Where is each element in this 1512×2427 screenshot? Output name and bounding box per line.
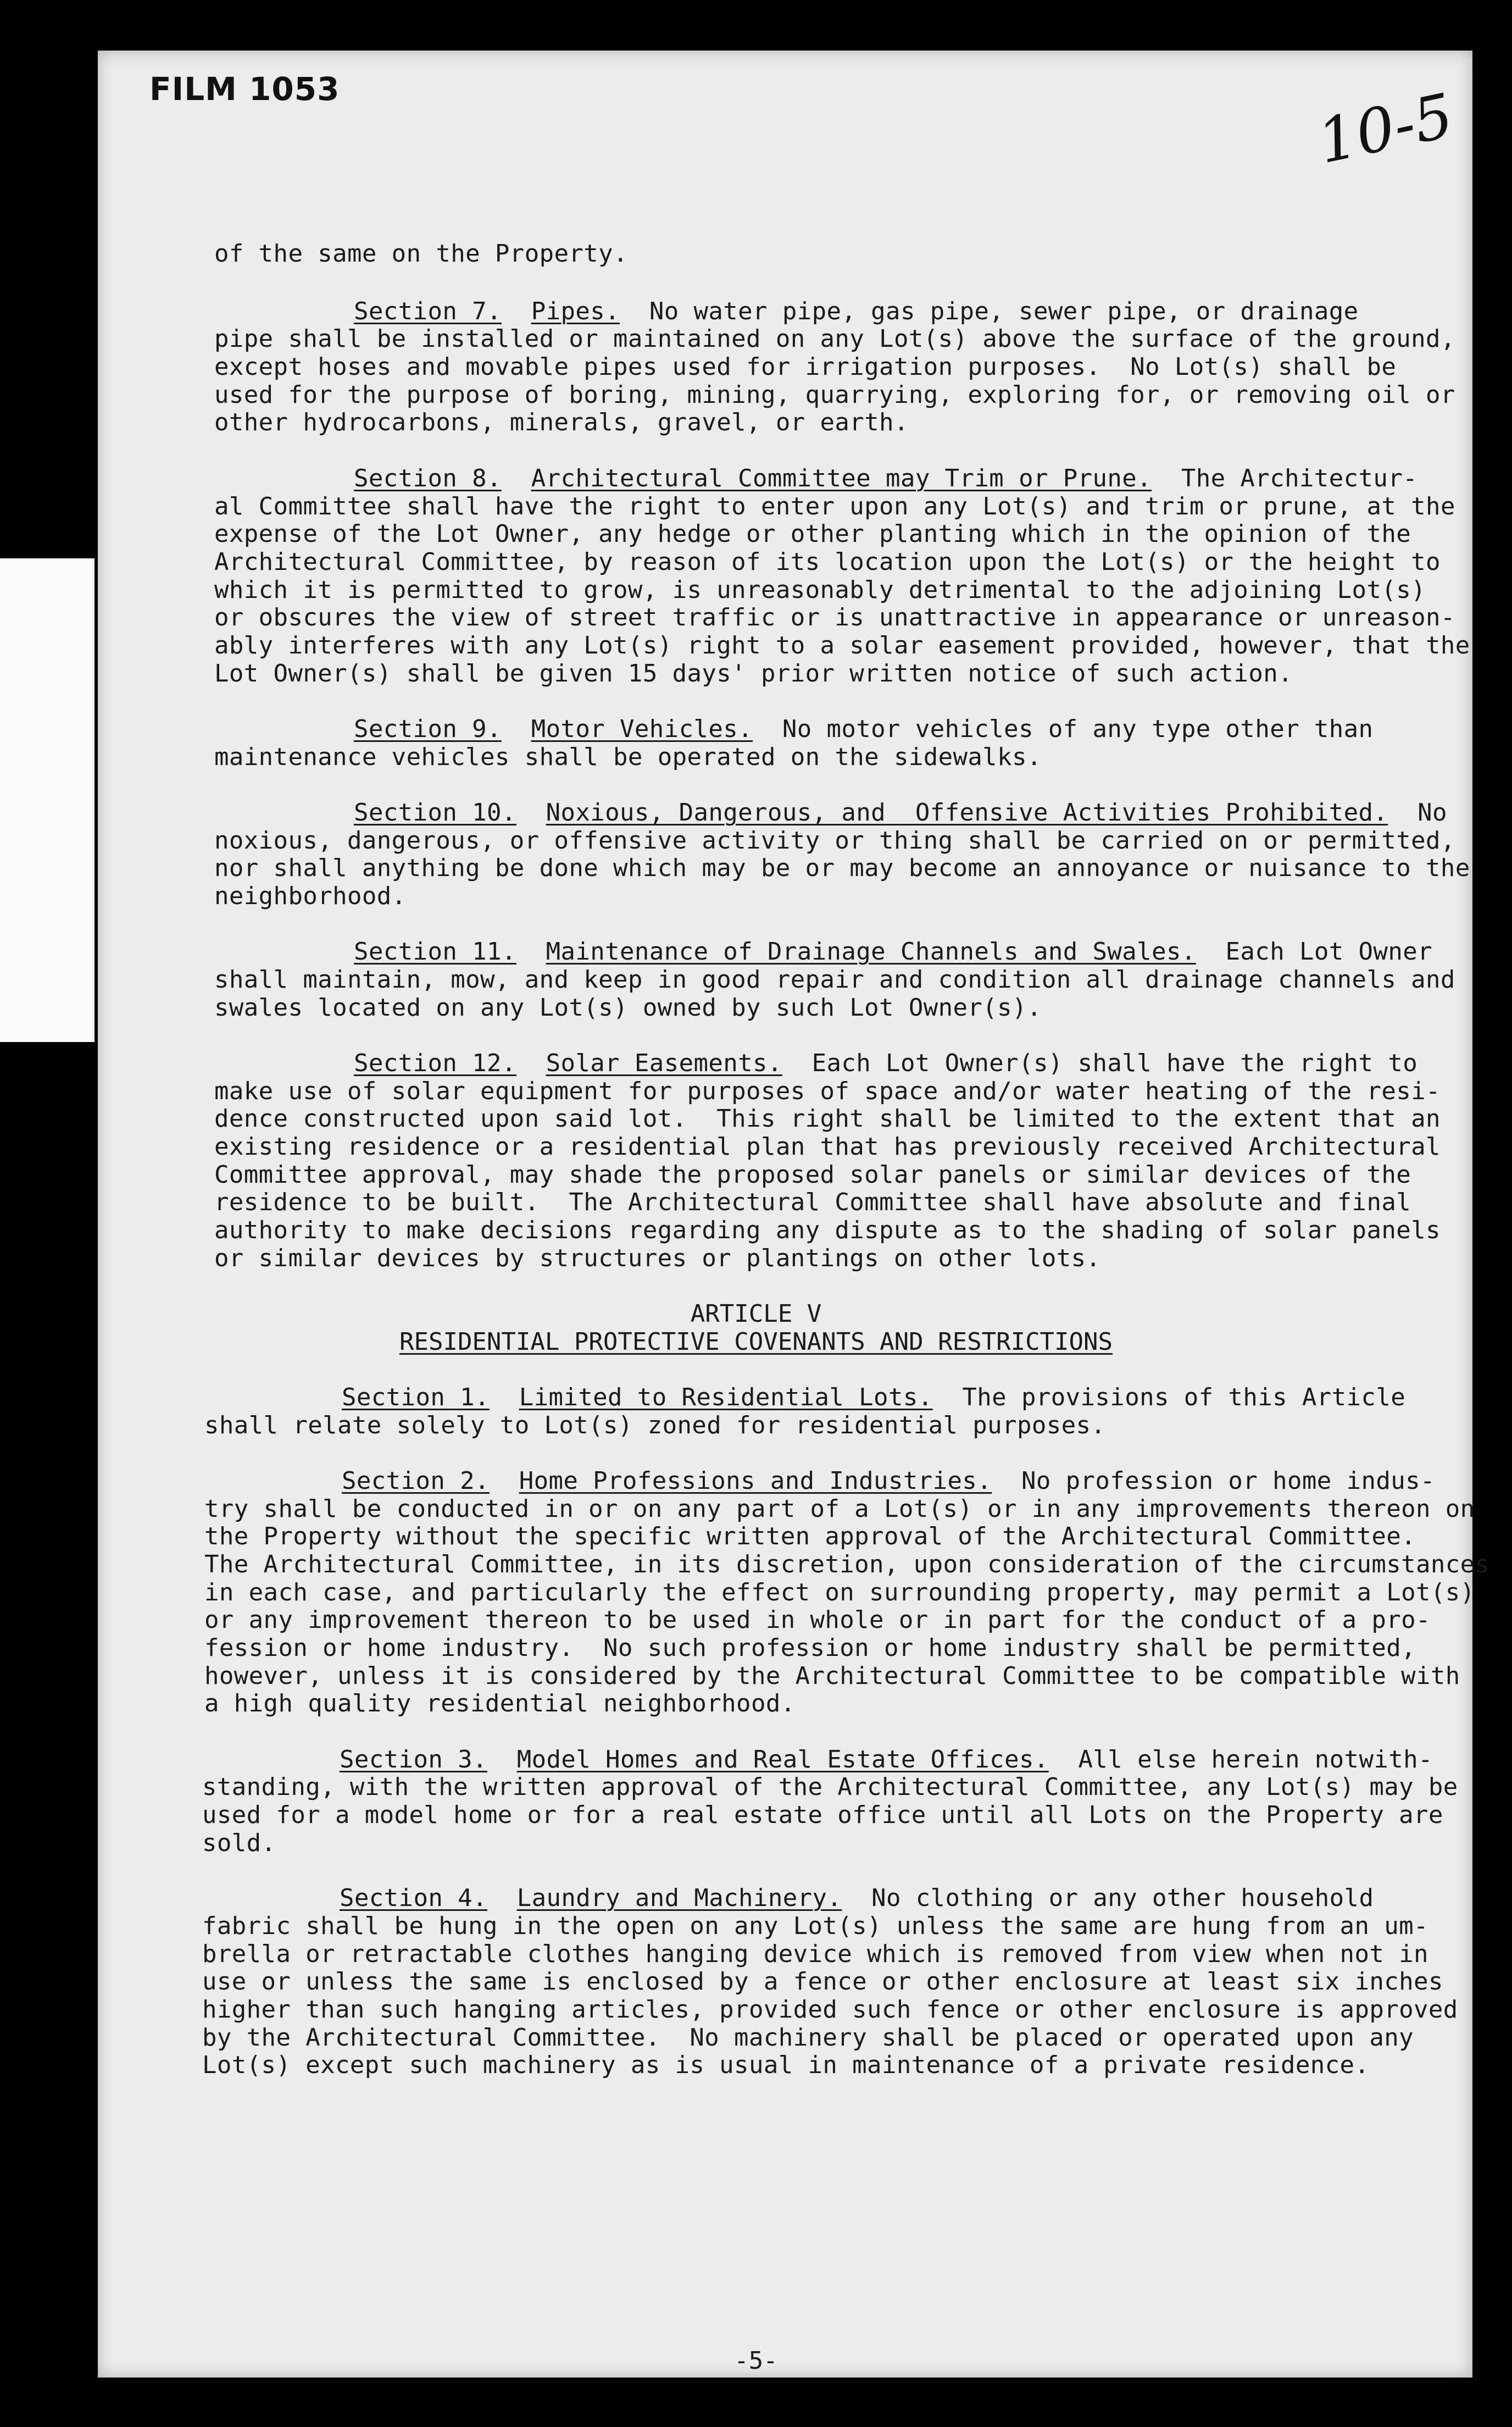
section-text: The provisions of this Article (962, 1383, 1406, 1411)
text-line: existing residence or a residential plan that has previously received Architectural (214, 1133, 1441, 1161)
text-line: fabric shall be hung in the open on any Lot(s) unless the same are hung from an um- (202, 1912, 1428, 1940)
text-line: except hoses and movable pipes used for irrigation purposes. No Lot(s) shall be (214, 353, 1397, 381)
section-7-heading-line (354, 297, 1359, 325)
film-label: FILM 1053 (149, 70, 340, 108)
section-number: Section 1. (342, 1383, 490, 1411)
text-line: however, unless it is considered by the Architectural Committee to be compatible with (204, 1662, 1460, 1690)
section-title: Maintenance of Drainage Channels and Swales. (546, 938, 1196, 966)
text-line: sold. (202, 1829, 276, 1857)
text-line: noxious, dangerous, or offensive activity or thing shall be carried on or permitted, (214, 827, 1455, 855)
text-line: shall maintain, mow, and keep in good repair and condition all drainage channels and (214, 966, 1455, 994)
section-8-heading-line (354, 464, 1418, 492)
text-line: the Property without the specific written approval of the Architectural Committee. (204, 1522, 1416, 1550)
article-section-1-heading-line (342, 1383, 1406, 1411)
section-text: No profession or home indus- (1021, 1467, 1435, 1495)
section-text: All else herein notwith- (1078, 1746, 1433, 1774)
section-title: Home Professions and Industries. (519, 1467, 992, 1495)
text-line: which it is permitted to grow, is unreasonably detrimental to the adjoining Lot(s) (214, 576, 1426, 604)
text-line: or similar devices by structures or plantings on other lots. (214, 1244, 1101, 1272)
section-number: Section 12. (354, 1049, 516, 1077)
section-text: No clothing or any other household (871, 1884, 1374, 1912)
article-section-3-heading-line (340, 1748, 1433, 1772)
section-10-heading-line (354, 801, 1447, 825)
text-line: or obscures the view of street traffic or is unattractive in appearance or unreason- (214, 603, 1455, 631)
text-line: or any improvement thereon to be used in whole or in part for the conduct of a pro- (204, 1606, 1431, 1634)
section-number: Section 2. (342, 1467, 490, 1495)
section-title: Pipes. (531, 297, 620, 325)
article-section-4-heading-line (340, 1886, 1374, 1910)
section-number: Section 11. (354, 938, 516, 966)
text-line: try shall be conducted in or on any part of a Lot(s) or in any improvements thereon on (204, 1495, 1475, 1523)
section-number: Section 8. (354, 464, 502, 492)
section-number: Section 7. (354, 297, 502, 325)
page-number: -5- (734, 2347, 778, 2375)
text-line: pipe shall be installed or maintained on any Lot(s) above the surface of the ground, (214, 325, 1455, 353)
section-title: Limited to Residential Lots. (519, 1383, 933, 1411)
section-9-heading-line (354, 717, 1373, 741)
text-line: a high quality residential neighborhood. (204, 1689, 796, 1717)
text-line: higher than such hanging articles, provided such fence or other enclosure is approved (202, 1996, 1458, 2024)
text-line: expense of the Lot Owner, any hedge or other planting which in the opinion of the (214, 520, 1411, 548)
section-text: The Architectur- (1181, 464, 1418, 492)
text-line: authority to make decisions regarding any dispute as to the shading of solar panels (214, 1216, 1441, 1244)
article-title-text: RESIDENTIAL PROTECTIVE COVENANTS AND RESTRICTIONS (399, 1328, 1113, 1356)
section-title: Solar Easements. (546, 1049, 782, 1077)
article-section-2-heading-line (342, 1469, 1435, 1493)
text-line: used for the purpose of boring, mining, quarrying, exploring for, or removing oil or (214, 381, 1455, 409)
text-line: Lot(s) except such machinery as is usual in maintenance of a private residence. (202, 2051, 1370, 2079)
text-line: other hydrocarbons, minerals, gravel, or earth. (214, 408, 909, 436)
text-line: standing, with the written approval of the Architectural Committee, any Lot(s) may be (202, 1773, 1458, 1801)
text-line: used for a model home or for a real estate office until all Lots on the Property are (202, 1801, 1443, 1829)
section-title: Motor Vehicles. (531, 715, 753, 743)
article-label: ARTICLE V (690, 1300, 822, 1328)
text-line: neighborhood. (214, 882, 407, 910)
section-number: Section 10. (354, 799, 516, 827)
text-line: brella or retractable clothes hanging device which is removed from view when not in (202, 1940, 1428, 1968)
text-line: shall relate solely to Lot(s) zoned for residential purposes. (204, 1411, 1106, 1439)
text-line: nor shall anything be done which may be or may become an annoyance or nuisance to the (214, 854, 1470, 882)
text-line: use or unless the same is enclosed by a fence or other enclosure at least six inches (202, 1968, 1443, 1996)
text-line: by the Architectural Committee. No machinery shall be placed or operated upon any (202, 2024, 1414, 2052)
text-line: fession or home industry. No such profession or home industry shall be permitted, (204, 1634, 1416, 1662)
text-line: make use of solar equipment for purposes of space and/or water heating of the resi- (214, 1077, 1441, 1105)
text-line: Lot Owner(s) shall be given 15 days' prior written notice of such action. (214, 660, 1293, 688)
section-title: Laundry and Machinery. (516, 1884, 842, 1912)
handwritten-page-note: 10-5 (1311, 80, 1459, 178)
section-text: No motor vehicles of any type other than (782, 715, 1374, 743)
section-number: Section 3. (340, 1746, 487, 1774)
text-line: ably interferes with any Lot(s) right to a solar easement provided, however, that the (214, 631, 1470, 660)
text-line: residence to be built. The Architectural Committee shall have absolute and final (214, 1188, 1411, 1216)
text-line: Architectural Committee, by reason of its location upon the Lot(s) or the height to (214, 548, 1441, 576)
text-line: Committee approval, may shade the proposed solar panels or similar devices of the (214, 1161, 1411, 1189)
section-title: Model Homes and Real Estate Offices. (516, 1746, 1049, 1774)
section-text: No water pipe, gas pipe, sewer pipe, or drainage (649, 297, 1359, 325)
section-11-heading-line (354, 940, 1432, 964)
scan-edge-strip (0, 558, 94, 1042)
text-line: al Committee shall have the right to enter upon any Lot(s) and trim or prune, at the (214, 492, 1455, 520)
text-line: The Architectural Committee, in its discretion, upon consideration of the circumstances (204, 1550, 1490, 1578)
section-text: No (1418, 799, 1447, 827)
text-line: swales located on any Lot(s) owned by such Lot Owner(s). (214, 994, 1042, 1022)
text-line: in each case, and particularly the effect on surrounding property, may permit a Lot(s) (204, 1578, 1475, 1606)
section-text: Each Lot Owner (1225, 938, 1432, 966)
section-number: Section 9. (354, 715, 502, 743)
section-text: Each Lot Owner(s) shall have the right to (811, 1049, 1418, 1077)
section-12-heading-line (354, 1051, 1418, 1076)
text-line: dence constructed upon said lot. This right shall be limited to the extent that an (214, 1105, 1441, 1133)
section-number: Section 4. (340, 1884, 487, 1912)
section-title: Architectural Committee may Trim or Prune. (531, 464, 1152, 492)
section-title: Noxious, Dangerous, and Offensive Activities Prohibited. (546, 799, 1388, 827)
article-title (0, 1330, 1512, 1354)
text-line: maintenance vehicles shall be operated on the sidewalks. (214, 743, 1042, 771)
continuation-line: of the same on the Property. (214, 240, 628, 268)
